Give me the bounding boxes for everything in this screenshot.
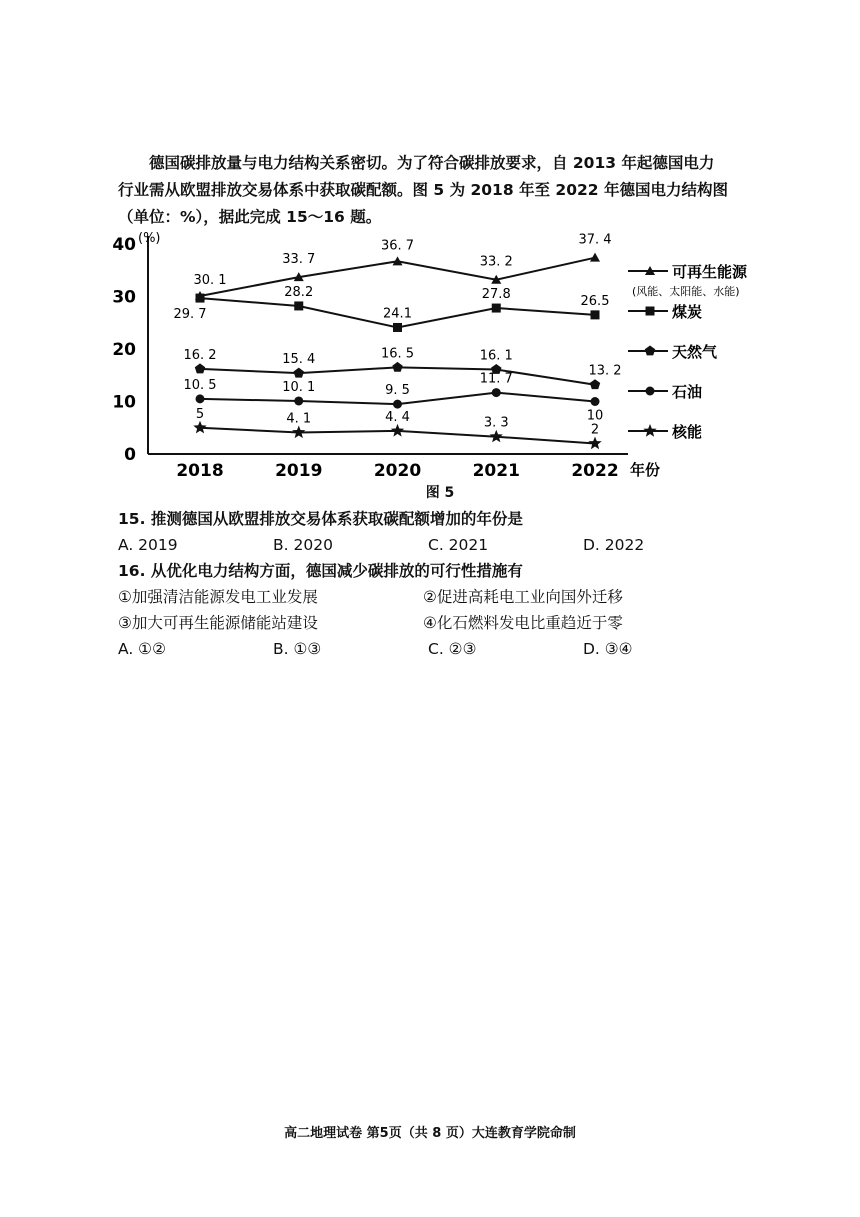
data-point — [591, 310, 600, 319]
data-point — [588, 437, 601, 450]
figure-caption: 图 5 — [425, 485, 455, 501]
data-label: 16. 5 — [380, 346, 415, 362]
data-point — [492, 304, 501, 313]
data-point — [195, 363, 205, 373]
data-label: 16. 2 — [183, 347, 217, 363]
y-axis-unit: (%) — [138, 231, 161, 246]
data-point — [294, 396, 303, 405]
legend-label: 天然气 — [672, 343, 718, 361]
y-tick-label: 20 — [112, 340, 136, 360]
data-label: 2 — [590, 422, 600, 438]
data-label: 29. 7 — [173, 307, 207, 323]
power-structure-chart — [100, 226, 780, 490]
data-point — [391, 424, 404, 437]
data-label: 24.1 — [383, 306, 412, 322]
q16-item-4: ④化石燃料发电比重趋近于零 — [423, 614, 623, 632]
legend-marker — [646, 307, 655, 316]
data-point — [393, 323, 402, 332]
legend-label: 煤炭 — [672, 303, 703, 321]
data-point — [590, 253, 600, 262]
q15-option-a[interactable]: A. 2019 — [118, 536, 178, 554]
q15-option-d[interactable]: D. 2022 — [583, 536, 645, 554]
legend-marker — [645, 346, 655, 356]
x-tick-label: 2022 — [571, 461, 619, 481]
intro-line-3: （单位：%），据此完成 15～16 题。 — [118, 208, 382, 226]
q16-items-row-2 — [118, 610, 738, 636]
data-label: 9. 5 — [385, 383, 410, 399]
q16-item-1: ①加强清洁能源发电工业发展 — [118, 588, 318, 606]
data-label: 4. 4 — [385, 409, 410, 425]
data-label: 15. 4 — [282, 352, 316, 368]
data-point — [393, 400, 402, 409]
data-point — [193, 421, 206, 434]
chart-svg — [100, 226, 780, 486]
x-tick-label: 2021 — [472, 461, 520, 481]
q15-stem: 15. 推测德国从欧盟排放交易体系获取碳配额增加的年份是 — [118, 510, 523, 528]
q16-stem: 16. 从优化电力结构方面，德国减少碳排放的可行性措施有 — [118, 562, 523, 580]
q15-options — [118, 532, 738, 558]
data-label: 10 — [586, 408, 604, 424]
y-tick-label: 0 — [124, 445, 136, 465]
x-tick-label: 2020 — [373, 461, 422, 481]
intro-paragraph — [118, 150, 758, 231]
intro-line-1: 德国碳排放量与电力结构关系密切。为了符合碳排放要求，自 2013 年起德国电力 — [149, 154, 715, 172]
q16-items-row-1 — [118, 584, 738, 610]
q16-option-a[interactable]: A. ①② — [118, 640, 166, 658]
data-label: 16. 1 — [479, 348, 513, 364]
q16-option-b[interactable]: B. ①③ — [273, 640, 322, 658]
y-tick-label: 40 — [112, 235, 136, 255]
legend-marker — [646, 387, 655, 396]
data-label: 3. 3 — [483, 415, 509, 431]
data-point — [392, 362, 402, 372]
q16-options — [118, 636, 738, 662]
intro-line-2: 行业需从欧盟排放交易体系中获取碳配额。图 5 为 2018 年至 2022 年德国电力结构图 — [118, 181, 728, 199]
q16-item-2: ②促进高耗电工业向国外迁移 — [423, 588, 623, 606]
q16-item-3: ③加大可再生能源储能站建设 — [118, 614, 318, 632]
data-label: 28.2 — [284, 284, 314, 300]
data-point — [196, 294, 205, 303]
x-axis-label: 年份 — [630, 461, 661, 479]
legend-sublabel: (风能、太阳能、水能) — [632, 285, 740, 298]
data-label: 30. 1 — [193, 272, 227, 288]
y-tick-label: 10 — [112, 392, 136, 413]
data-point — [393, 256, 403, 265]
legend-label: 核能 — [672, 423, 703, 441]
data-point — [490, 430, 503, 443]
data-label: 33. 2 — [479, 254, 513, 270]
data-point — [294, 301, 303, 310]
data-point — [196, 394, 205, 403]
data-point — [492, 388, 501, 397]
x-tick-label: 2018 — [176, 461, 224, 481]
legend-marker — [643, 424, 656, 437]
data-label: 11. 7 — [479, 371, 513, 387]
legend-label: 可再生能源 — [672, 263, 748, 281]
data-label: 10. 5 — [183, 377, 217, 393]
data-label: 37. 4 — [578, 232, 612, 248]
y-tick-label: 30 — [112, 287, 136, 308]
legend-label: 石油 — [672, 383, 703, 401]
data-point — [590, 379, 600, 389]
data-label: 13. 2 — [588, 363, 622, 379]
data-label: 10. 1 — [282, 379, 316, 395]
data-point — [292, 426, 305, 439]
q15-option-c[interactable]: C. 2021 — [428, 536, 489, 554]
q16-option-c[interactable]: C. ②③ — [428, 640, 477, 658]
data-label: 33. 7 — [282, 252, 316, 268]
page-footer: 高二地理试卷 第5页（共 8 页）大连教育学院命制 — [284, 1126, 576, 1141]
data-label: 36. 7 — [380, 238, 415, 254]
data-label: 27.8 — [481, 287, 511, 303]
data-label: 4. 1 — [286, 411, 312, 427]
questions — [118, 506, 738, 662]
data-label: 26.5 — [580, 293, 610, 309]
data-point — [591, 397, 600, 406]
q15-option-b[interactable]: B. 2020 — [273, 536, 333, 554]
x-tick-label: 2019 — [275, 461, 323, 481]
q16-option-d[interactable]: D. ③④ — [583, 640, 633, 658]
data-label: 5 — [195, 406, 205, 422]
data-point — [294, 368, 305, 378]
